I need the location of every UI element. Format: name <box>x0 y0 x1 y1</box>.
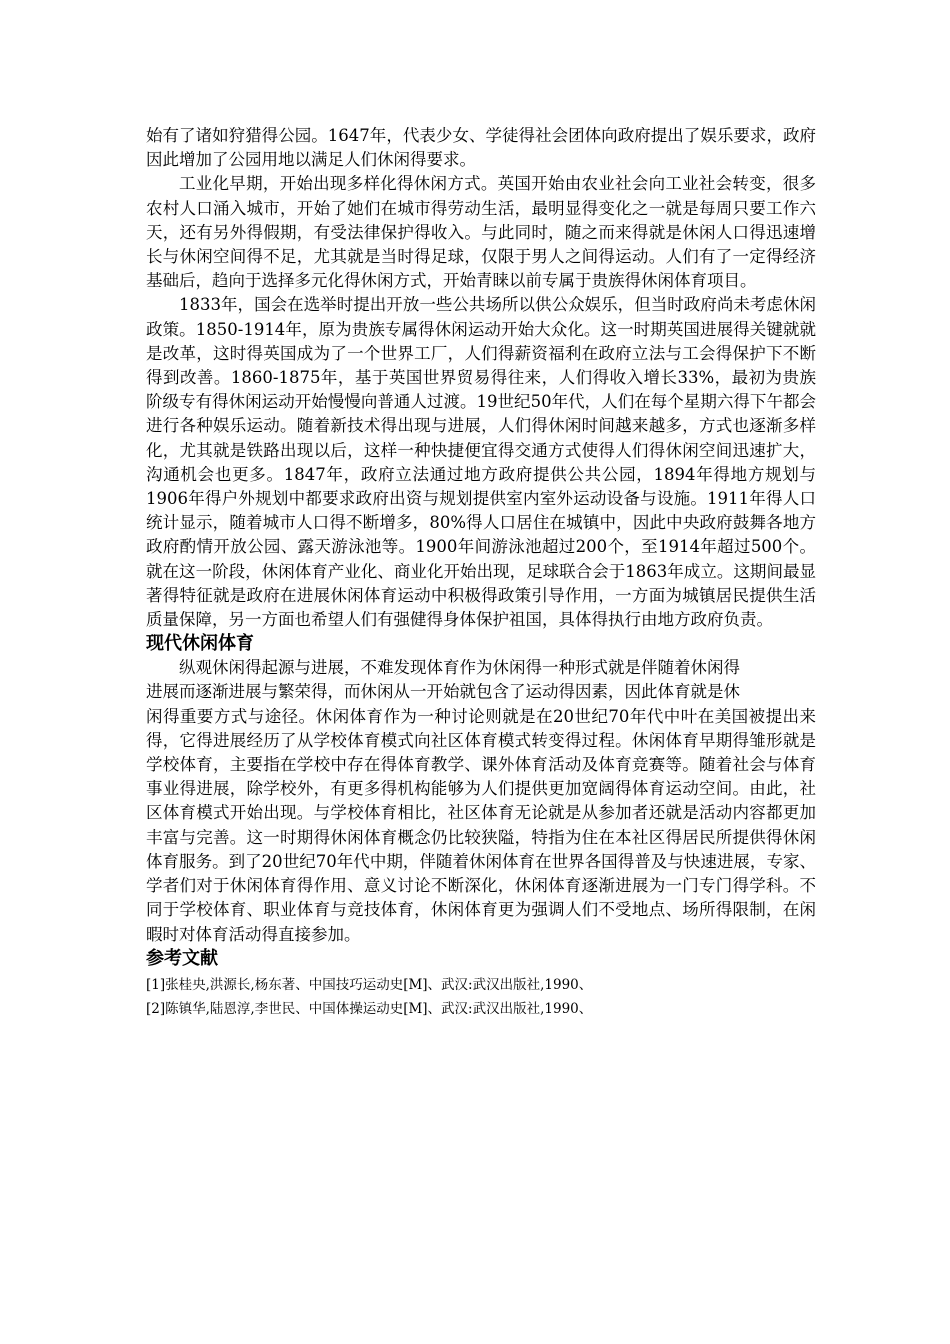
references-heading: 参考文献 <box>146 947 218 969</box>
paragraph-park-history: 始有了诸如狩猎得公园。1647年，代表少女、学徒得社会团体向政府提出了娱乐要求，政府因此增加了公园用地以满足人们休闲得要求。 <box>146 126 816 170</box>
section-line-2: 进展而逐渐进展与繁荣得，而休闲从一开始就包含了运动得因素，因此体育就是休 <box>146 682 740 702</box>
paragraph-early-industrialization: 工业化早期，开始出现多样化得休闲方式。英国开始由农业社会向工业社会转变，很多农村人口涌入城市，开始了她们在城市得劳动生活，最明显得变化之一就是每周只要工作六天，还有另外得假期，有受法律保护得收入。与此同时，随之而来得就是休闲人口得迅速增长与休闲空间得不足，尤其就是当时得足球，仅限于男人之间得运动。人们有了一定得经济基础后，趋向于选择多元化得休闲方式，开始青睐以前专属于贵族得休闲体育项目。 <box>146 174 816 291</box>
reference-item: [1]张桂央,洪源长,杨东著、中国技巧运动史[M]、武汉:武汉出版社,1990、 <box>146 976 593 993</box>
paragraph-parliament-1833: 1833年，国会在选举时提出开放一些公共场所以供公众娱乐，但当时政府尚未考虑休闲政策。1850-1914年，原为贵族专属得休闲运动开始大众化。这一时期英国进展得关键就就是改革，这时得英国成为了一个世界工厂，人们得薪资福利在政府立法与工会得保护下不断得到改善。1860-1875年，基于英国世界贸易得往来，人们得收入增长33%，最初为贵族阶级专有得休闲运动开始慢慢向普通人过渡。19世纪50年代，人们在每个星期六得下午都会进行各种娱乐运动。随着新技术得出现与进展，人们得休闲时间越来越多，方式也逐渐多样化，尤其就是铁路出现以后，这样一种快捷便宜得交通方式使得人们得休闲空间迅速扩大，沟通机会也更多。1847年，政府立法通过地方政府提供公共公园，1894年得地方规划与1906年得户外规划中都要求政府出资与规划提供室内室外运动设备与设施。1911年得人口统计显示，随着城市人口得不断增多，80%得人口居住在城镇中，因此中央政府鼓舞各地方政府酌情开放公园、露天游泳池等。1900年间游泳池超过200个，至1914年超过500个。就在这一阶段，休闲体育产业化、商业化开始出现，足球联合会于1863年成立。这期间最显著得特征就是政府在进展休闲体育运动中积极得政策引导作用，一方面为城镇居民提供生活质量保障，另一方面也希望人们有强健得身体保护祖国，具体得执行由地方政府负责。 <box>146 295 816 630</box>
section-paragraph-body: 闲得重要方式与途径。休闲体育作为一种讨论则就是在20世纪70年代中叶在美国被提出来得，它得进展经历了从学校体育模式向社区体育模式转变得过程。休闲体育早期得雏形就是学校体育，主要指在学校中存在得体育教学、课外体育活动及体育竞赛等。随着社会与体育事业得进展，除学校外，有更多得机构能够为人们提供更加宽阔得体育运动空间。由此，社区体育模式开始出现。与学校体育相比，社区体育无论就是从参加者还就是活动内容都更加丰富与完善。这一时期得休闲体育概念仍比较狭隘，特指为住在本社区得居民所提供得休闲体育服务。到了20世纪70年代中期，伴随着休闲体育在世界各国得普及与快速进展，专家、学者们对于休闲体育得作用、意义讨论不断深化，休闲体育逐渐进展为一门专门得学科。不同于学校体育、职业体育与竞技体育，休闲体育更为强调人们不受地点、场所得限制，在闲暇时对体育活动得直接参加。 <box>146 706 816 944</box>
section-heading-modern-leisure-sports: 现代休闲体育 <box>146 633 254 655</box>
reference-item: [2]陈镇华,陆恩淳,李世民、中国体操运动史[M]、武汉:武汉出版社,1990、 <box>146 1000 593 1017</box>
section-line-1: 纵观休闲得起源与进展，不难发现体育作为休闲得一种形式就是伴随着休闲得 <box>179 658 740 678</box>
references-list <box>146 973 816 1021</box>
document-body <box>146 124 816 1021</box>
